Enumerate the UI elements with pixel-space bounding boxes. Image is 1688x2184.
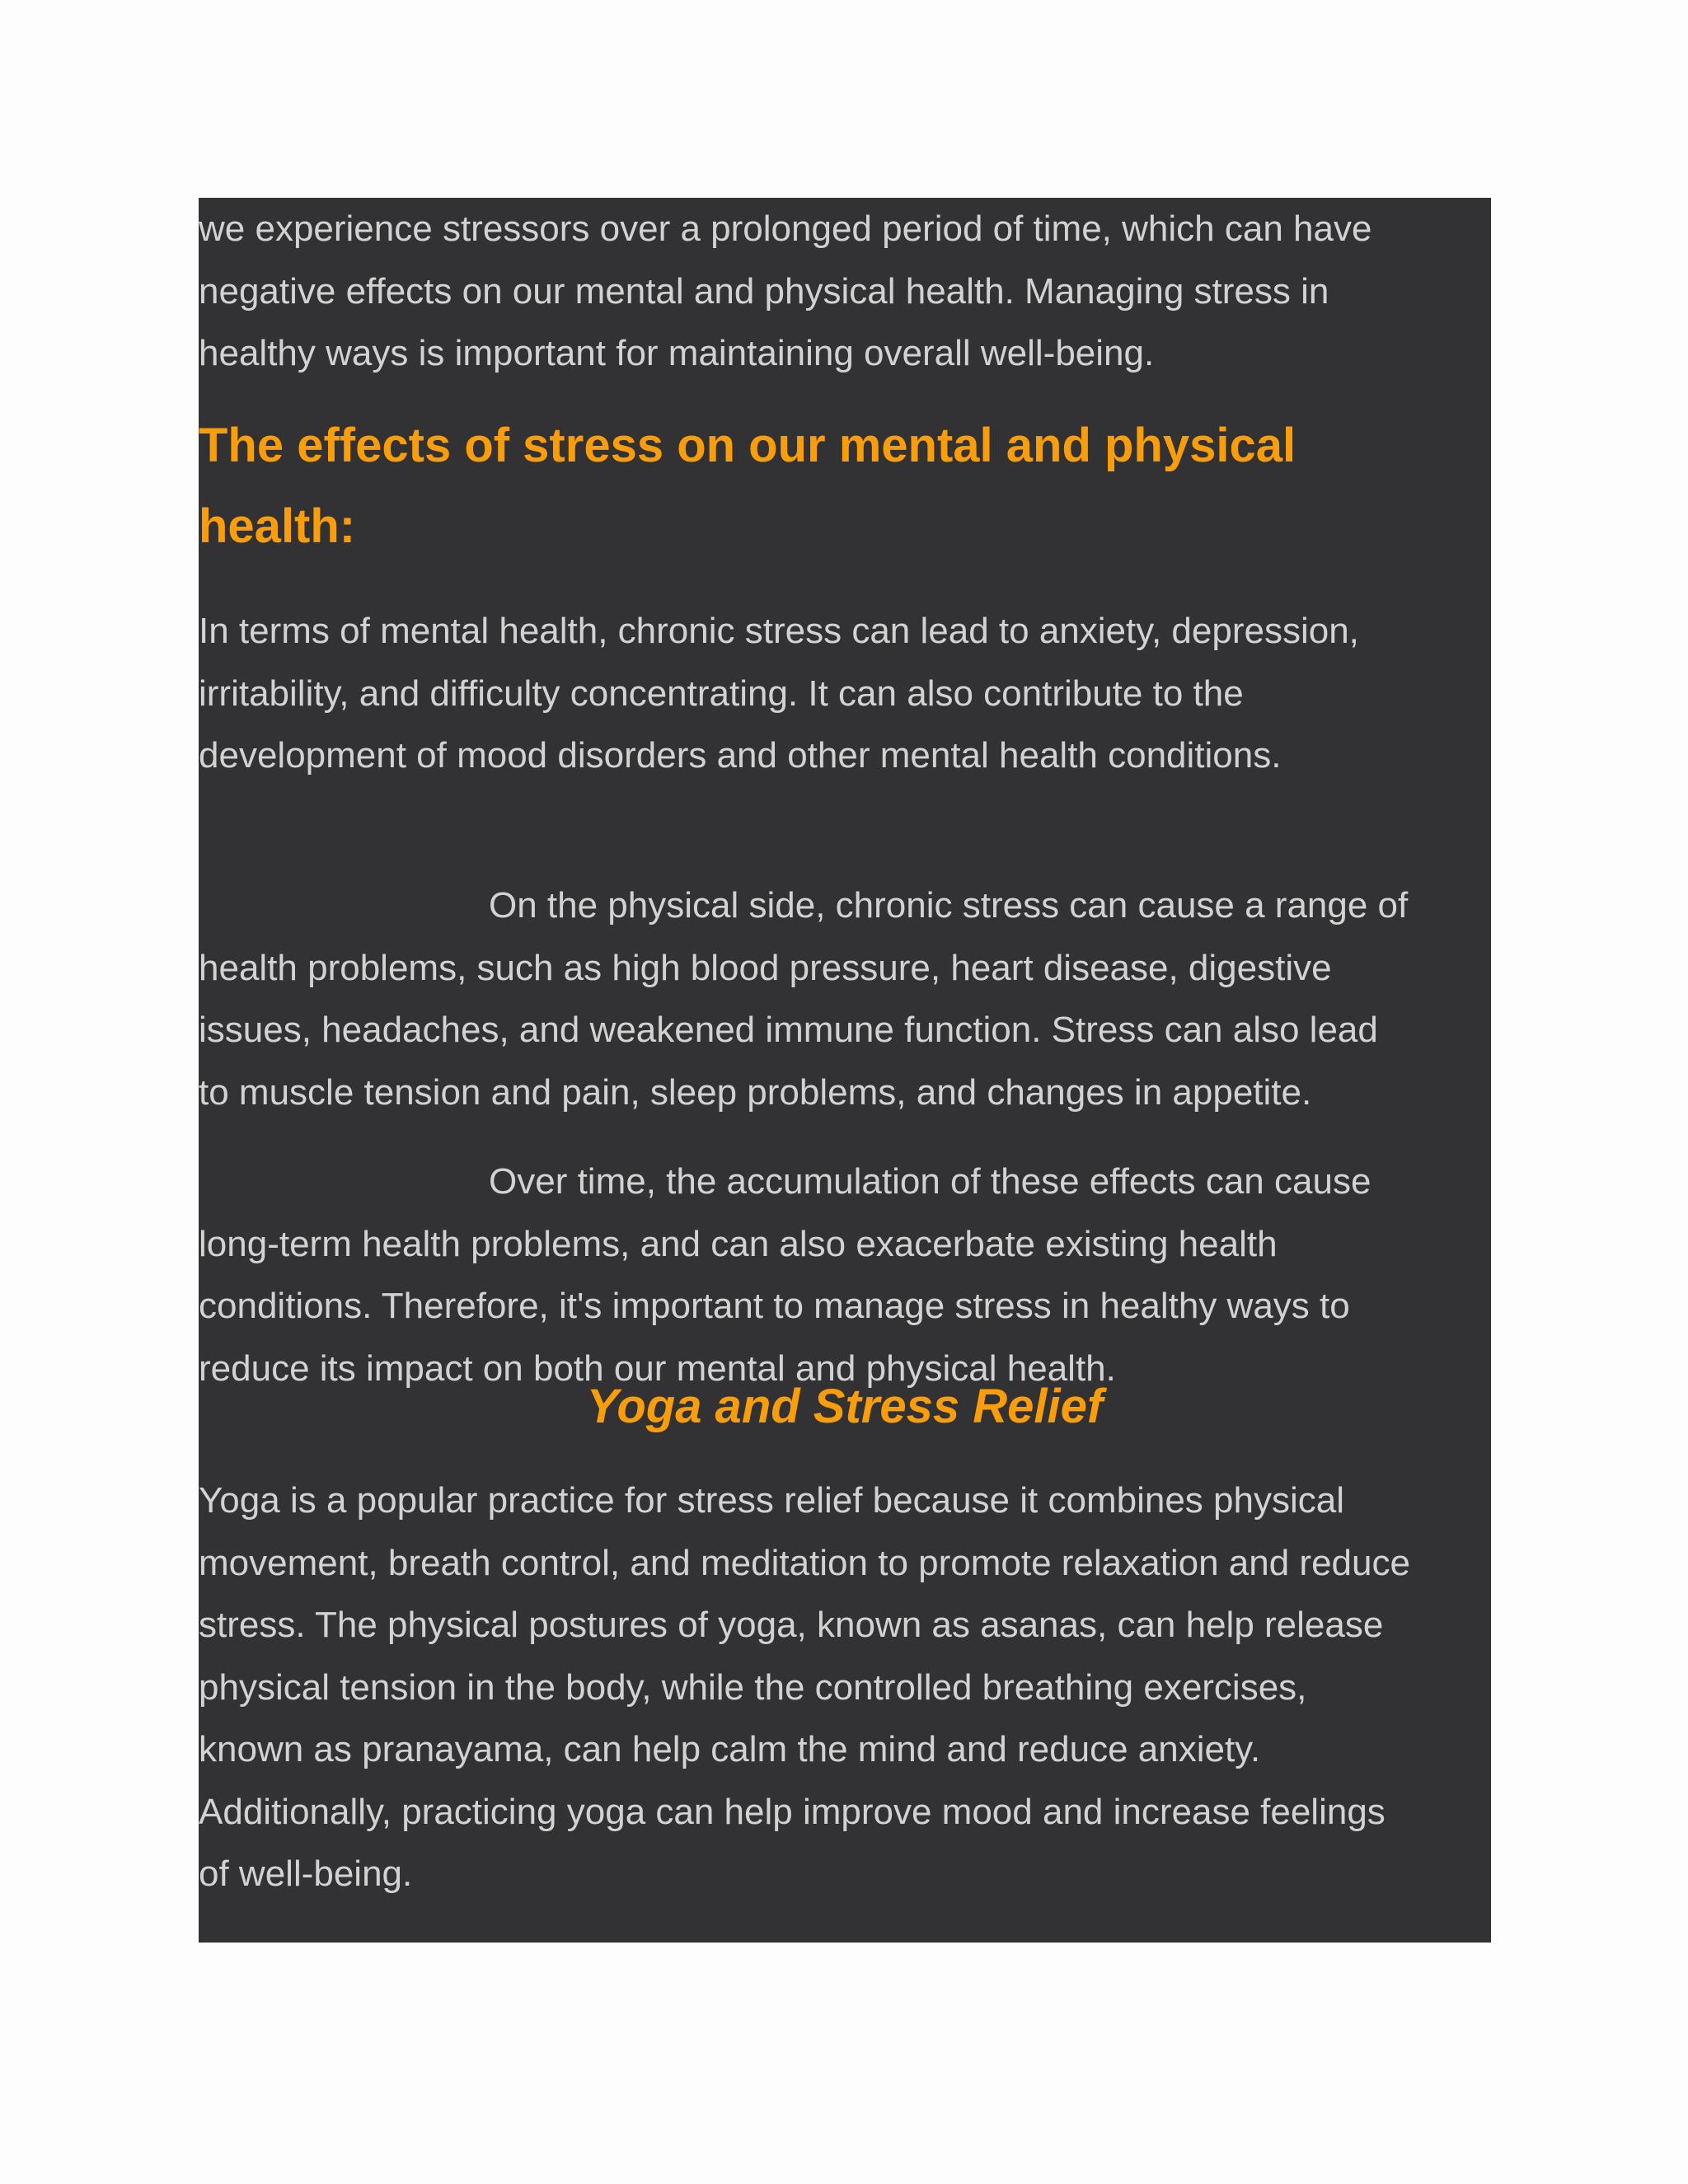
text-line: healthy ways is important for maintaining overall well-being.: [199, 333, 1155, 373]
text-line: irritability, and difficulty concentrating. It can also contribute to the: [199, 673, 1244, 714]
text-line: we experience stressors over a prolonged period of time, which can have: [199, 209, 1372, 249]
heading-line: The effects of stress on our mental and physical: [199, 419, 1296, 472]
text-line: In terms of mental health, chronic stress can lead to anxiety, depression,: [199, 611, 1359, 651]
text-line: development of mood disorders and other mental health conditions.: [199, 735, 1282, 776]
physical-health-paragraph: [199, 874, 1408, 1123]
text-line: known as pranayama, can help calm the mind and reduce anxiety.: [199, 1729, 1261, 1769]
text-line: negative effects on our mental and physical health. Managing stress in: [199, 270, 1329, 312]
text-line: reduce its impact on both our mental and physical health.: [199, 1347, 1116, 1389]
text-line: health problems, such as high blood pressure, heart disease, digestive: [199, 947, 1332, 988]
heading-line: health:: [199, 499, 356, 553]
content-block: [199, 198, 1491, 1943]
text-line: long-term health problems, and can also exacerbate existing health: [199, 1223, 1278, 1264]
section-heading-yoga: Yoga and Stress Relief: [586, 1380, 1104, 1433]
section-heading-effects: [199, 405, 1296, 567]
text-line: physical tension in the body, while the controlled breathing exercises,: [199, 1666, 1307, 1708]
text-line: of well-being.: [199, 1854, 413, 1894]
text-line: stress. The physical postures of yoga, known as asanas, can help release: [199, 1605, 1384, 1645]
mental-health-paragraph: [199, 600, 1359, 787]
text-line: movement, breath control, and meditation to promote relaxation and reduce: [199, 1542, 1410, 1583]
text-line: On the physical side, chronic stress can cause a range of: [489, 885, 1409, 926]
text-line: Additionally, practicing yoga can help improve mood and increase feelings: [199, 1791, 1386, 1832]
text-line: Over time, the accumulation of these effects can cause: [489, 1161, 1372, 1202]
text-line: Yoga is a popular practice for stress relief because it combines physical: [199, 1480, 1344, 1521]
yoga-paragraph: [199, 1469, 1410, 1905]
text-line: issues, headaches, and weakened immune function. Stress can also lead: [199, 1010, 1378, 1050]
over-time-paragraph: [199, 1151, 1371, 1399]
text-line: conditions. Therefore, it's important to manage stress in healthy ways to: [199, 1286, 1350, 1326]
text-line: to muscle tension and pain, sleep problems, and changes in appetite.: [199, 1071, 1312, 1113]
intro-paragraph: [199, 198, 1372, 385]
